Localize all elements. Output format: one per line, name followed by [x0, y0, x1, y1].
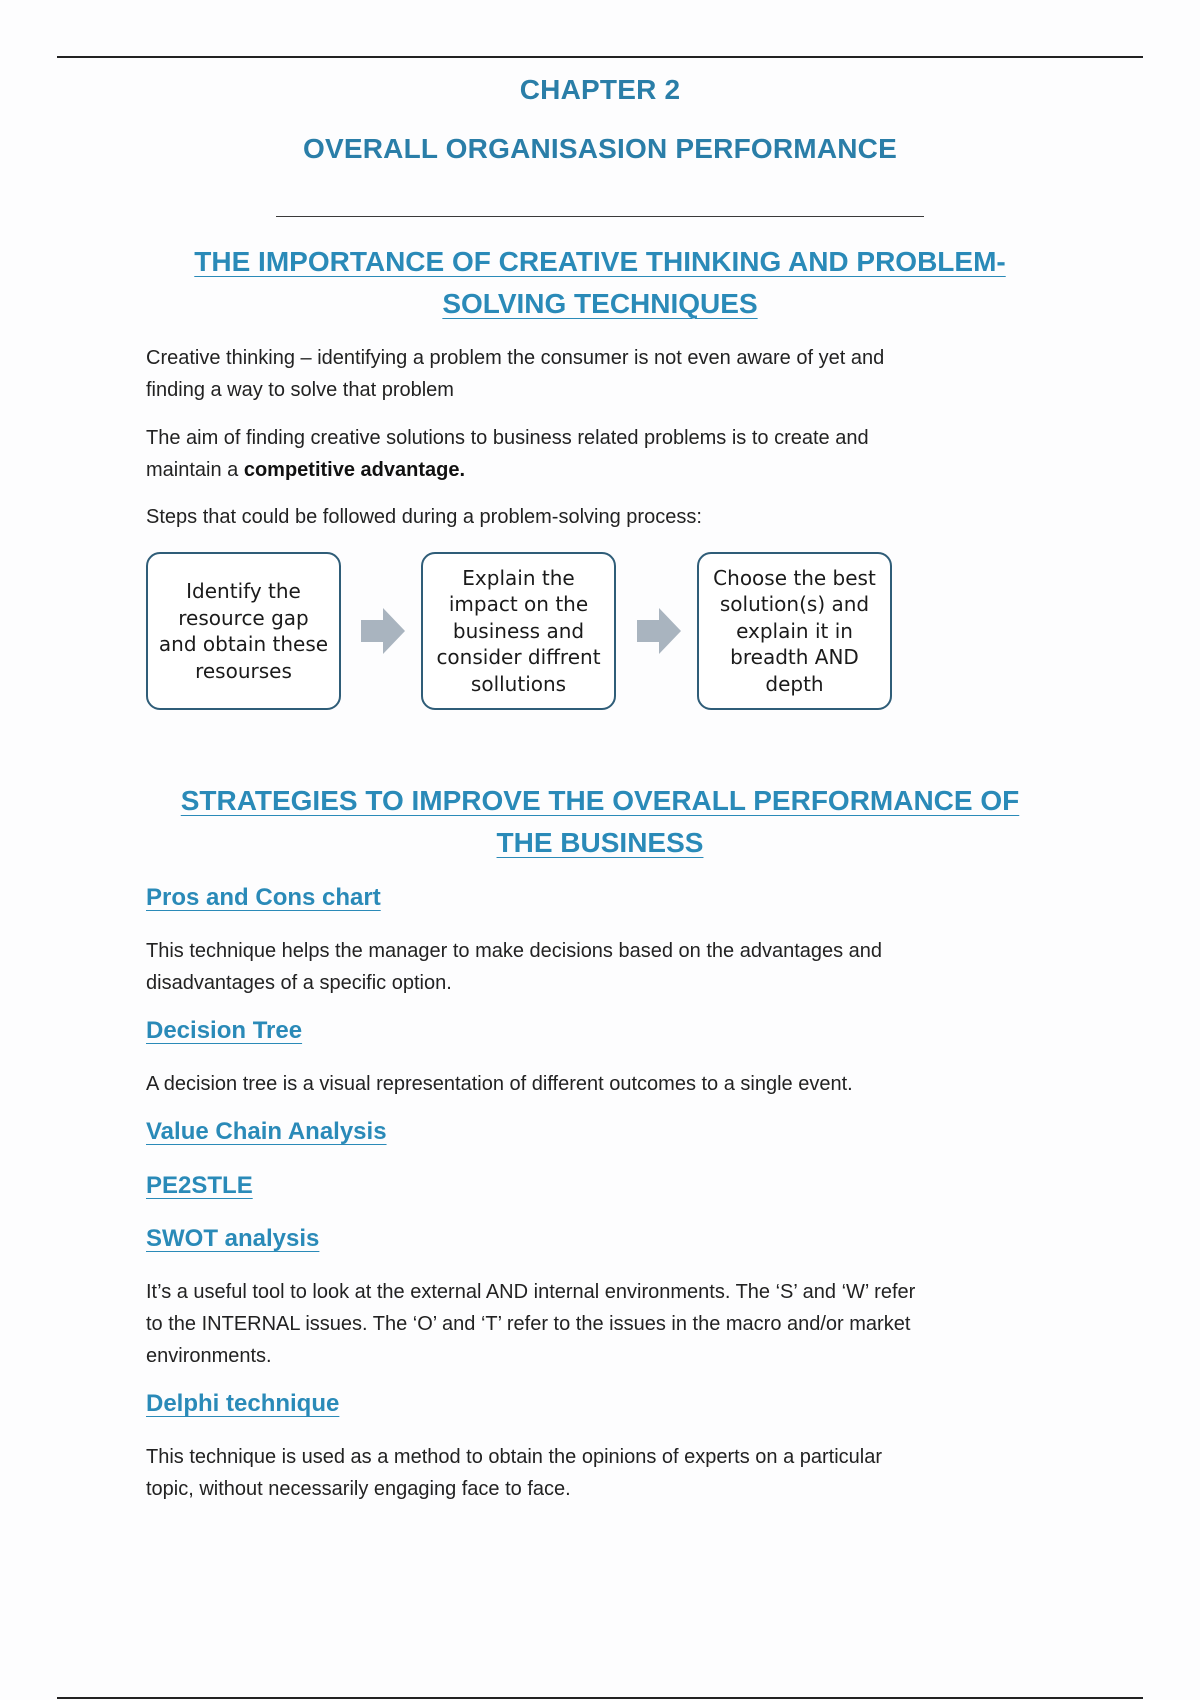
- step-box-3: Choose the best solution(s) and explain it in breadth AND depth: [697, 552, 892, 710]
- text-line: to the INTERNAL issues. The ‘O’ and ‘T’ refer to the issues in the macro and/or market: [146, 1313, 911, 1335]
- top-rule: [57, 56, 1143, 58]
- step-box-1: Identify the resource gap and obtain these resourses: [146, 552, 341, 710]
- title-separator: [276, 216, 924, 217]
- chapter-title: OVERALL ORGANISASION PERFORMANCE: [303, 133, 897, 164]
- heading-line: THE IMPORTANCE OF CREATIVE THINKING AND PROBLEM-: [194, 246, 1006, 277]
- text-line: topic, without necessarily engaging face to face.: [146, 1478, 571, 1500]
- subheading-pros-cons: Pros and Cons chart: [146, 884, 381, 911]
- text-line: The aim of finding creative solutions to business related problems is to create and: [146, 427, 869, 449]
- subheading-value-chain: Value Chain Analysis: [146, 1118, 387, 1145]
- chapter-label: CHAPTER 2: [519, 74, 681, 105]
- competitive-advantage-text: competitive advantage.: [243, 459, 466, 481]
- text-line: disadvantages of a specific option.: [146, 972, 452, 994]
- steps-intro: Steps that could be followed during a problem-solving process:: [146, 506, 702, 528]
- delphi-description: [146, 1441, 1046, 1505]
- decision-tree-description: A decision tree is a visual representation of different outcomes to a single event.: [146, 1073, 853, 1095]
- section-heading-creative-thinking: [140, 241, 1060, 325]
- pros-cons-description: [146, 935, 1046, 999]
- step-box-2: Explain the impact on the business and consider diffrent sollutions: [421, 552, 616, 710]
- subheading-pe2stle: PE2STLE: [146, 1172, 253, 1199]
- bottom-rule: [57, 1697, 1143, 1699]
- heading-line: STRATEGIES TO IMPROVE THE OVERALL PERFORMANCE OF: [180, 785, 1020, 816]
- text-line: finding a way to solve that problem: [146, 379, 454, 401]
- text-span: maintain a: [146, 459, 244, 481]
- creative-solutions-aim: [146, 422, 1046, 486]
- subheading-swot: SWOT analysis: [146, 1225, 320, 1252]
- text-line: It’s a useful tool to look at the external AND internal environments. The ‘S’ and ‘W’ refer: [146, 1281, 916, 1303]
- section-heading-strategies: [140, 780, 1060, 864]
- creative-thinking-definition: [146, 342, 1046, 406]
- text-line: [146, 454, 1046, 486]
- swot-description: [146, 1276, 1046, 1372]
- arrow-right-icon: [637, 606, 681, 656]
- subheading-delphi: Delphi technique: [146, 1390, 340, 1417]
- text-line: Creative thinking – identifying a problem the consumer is not even aware of yet and: [146, 347, 885, 369]
- subheading-decision-tree: Decision Tree: [146, 1017, 303, 1044]
- text-line: This technique helps the manager to make decisions based on the advantages and: [146, 940, 883, 962]
- text-line: environments.: [146, 1345, 272, 1367]
- arrow-right-icon: [361, 606, 405, 656]
- text-line: This technique is used as a method to obtain the opinions of experts on a particular: [146, 1446, 883, 1468]
- heading-line: SOLVING TECHNIQUES: [442, 288, 758, 319]
- heading-line: THE BUSINESS: [496, 827, 704, 858]
